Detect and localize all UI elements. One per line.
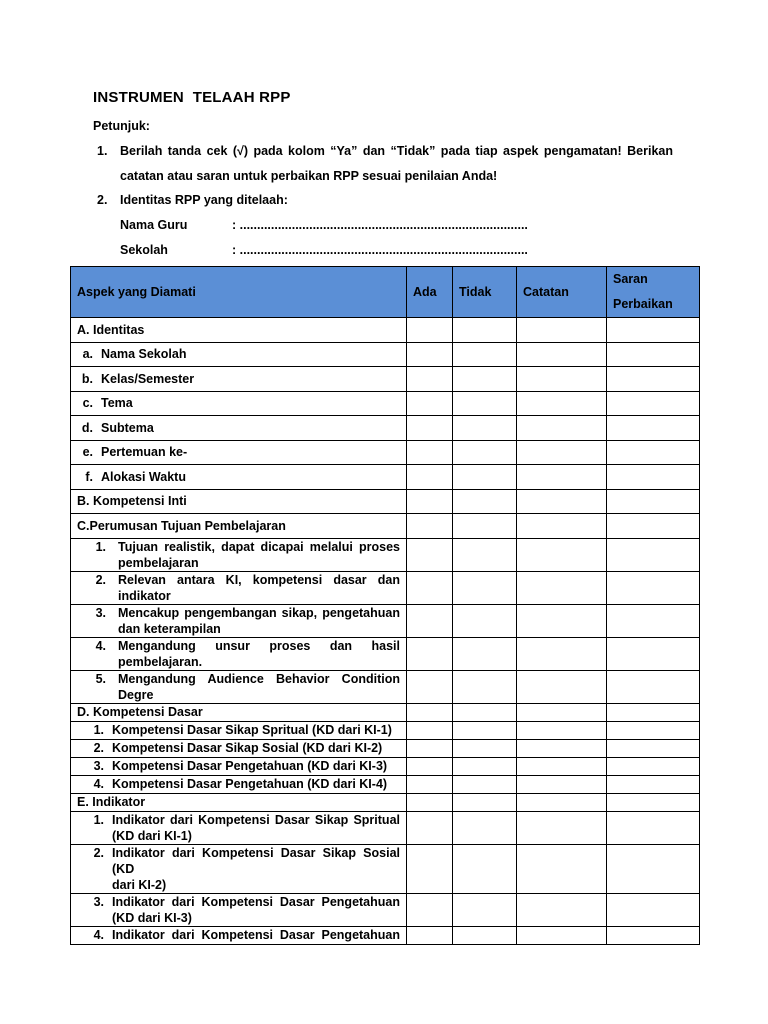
cell-catatan[interactable] — [517, 893, 607, 926]
item-text-line2: Degre — [118, 687, 154, 702]
cell-tidak[interactable] — [453, 721, 517, 739]
item-number: 3. — [93, 759, 104, 773]
cell-catatan[interactable] — [517, 811, 607, 844]
cell-tidak[interactable] — [453, 440, 517, 465]
cell-catatan[interactable] — [517, 739, 607, 757]
cell-catatan[interactable] — [517, 538, 607, 571]
cell-tidak[interactable] — [453, 391, 517, 416]
item-number: f. — [85, 469, 93, 484]
table-row — [71, 514, 700, 539]
cell-ada[interactable] — [407, 571, 453, 604]
cell-tidak[interactable] — [453, 844, 517, 893]
item-number: a. — [82, 347, 93, 362]
cell-tidak[interactable] — [453, 739, 517, 757]
table-row — [71, 318, 700, 343]
item-number: 2. — [95, 572, 106, 587]
cell-saran[interactable] — [607, 670, 700, 703]
cell-saran[interactable] — [607, 367, 700, 392]
item-number: 2. — [93, 741, 104, 755]
petunjuk-label: Petunjuk: — [93, 119, 150, 133]
instruction-2 — [97, 188, 673, 213]
cell-saran[interactable] — [607, 440, 700, 465]
cell-saran[interactable] — [607, 637, 700, 670]
cell-tidak[interactable] — [453, 793, 517, 811]
cell-saran[interactable] — [607, 757, 700, 775]
aspect-cell — [71, 739, 407, 757]
item-text — [112, 812, 406, 844]
item-text — [118, 539, 406, 571]
cell-tidak[interactable] — [453, 670, 517, 703]
table-row — [71, 637, 700, 670]
item-number: 5. — [95, 671, 106, 686]
cell-catatan[interactable] — [517, 391, 607, 416]
cell-tidak[interactable] — [453, 489, 517, 514]
aspect-cell — [71, 391, 407, 416]
item-text-line2: pembelajaran — [118, 555, 199, 570]
cell-ada[interactable] — [407, 670, 453, 703]
table-row — [71, 465, 700, 490]
aspect-cell — [71, 416, 407, 441]
item-text-line2: pembelajaran. — [118, 654, 203, 669]
aspect-cell — [71, 571, 407, 604]
item-text-line1: Mengandung Audience Behavior Condition — [118, 671, 400, 686]
item-text: Tema — [101, 396, 133, 411]
cell-ada[interactable] — [407, 844, 453, 893]
cell-catatan[interactable] — [517, 318, 607, 343]
item-text — [118, 638, 406, 670]
header-aspek: Aspek yang Diamati — [71, 267, 407, 318]
aspect-cell — [71, 604, 407, 637]
item-text: Kompetensi Dasar Pengetahuan (KD dari KI-4) — [112, 777, 388, 791]
item-number: 2. — [93, 845, 104, 860]
header-saran-line1: Saran — [613, 272, 648, 286]
cell-saran[interactable] — [607, 893, 700, 926]
instruction-number: 2. — [97, 193, 108, 207]
table-row — [71, 367, 700, 392]
item-text: Pertemuan ke- — [101, 445, 188, 460]
aspect-cell — [71, 538, 407, 571]
cell-tidak[interactable] — [453, 571, 517, 604]
table-row — [71, 844, 700, 893]
cell-ada[interactable] — [407, 416, 453, 441]
item-text — [118, 605, 406, 637]
item-number: 1. — [95, 539, 106, 554]
field-value: : ................................................................................... — [232, 243, 528, 257]
cell-catatan[interactable] — [517, 465, 607, 490]
table-row — [71, 721, 700, 739]
cell-saran[interactable] — [607, 793, 700, 811]
cell-saran[interactable] — [607, 604, 700, 637]
cell-saran[interactable] — [607, 489, 700, 514]
cell-ada[interactable] — [407, 538, 453, 571]
table-row — [71, 775, 700, 793]
cell-ada[interactable] — [407, 342, 453, 367]
cell-ada[interactable] — [407, 604, 453, 637]
table-row — [71, 926, 700, 944]
cell-ada[interactable] — [407, 793, 453, 811]
item-text: Kompetensi Dasar Pengetahuan (KD dari KI-3) — [112, 759, 388, 773]
item-text — [112, 927, 406, 943]
table-row — [71, 538, 700, 571]
cell-catatan[interactable] — [517, 489, 607, 514]
table-header — [71, 267, 700, 318]
item-number: 1. — [93, 723, 104, 737]
section-title: B. Kompetensi Inti — [71, 489, 407, 514]
cell-catatan[interactable] — [517, 775, 607, 793]
item-text: Alokasi Waktu — [101, 469, 186, 484]
aspect-cell — [71, 844, 407, 893]
cell-saran[interactable] — [607, 571, 700, 604]
item-text-line1: Mengandung unsur proses dan hasil — [118, 638, 400, 653]
item-text-line1: Indikator dari Kompetensi Dasar Pengetahuan — [112, 928, 400, 942]
aspect-cell — [71, 465, 407, 490]
item-text-line1: Indikator dari Kompetensi Dasar Pengetahuan — [112, 894, 400, 909]
item-text: Subtema — [101, 420, 154, 435]
instruction-text: Berilah tanda cek (√) pada kolom “Ya” dan “Tidak” pada tiap aspek pengamatan! Berikan — [120, 144, 673, 158]
item-text-line1: Mencakup pengembangan sikap, pengetahuan — [118, 605, 400, 620]
telaah-table — [70, 266, 700, 945]
cell-ada[interactable] — [407, 637, 453, 670]
header-saran-line2: Perbaikan — [613, 297, 673, 311]
cell-catatan[interactable] — [517, 757, 607, 775]
cell-ada[interactable] — [407, 757, 453, 775]
aspect-cell — [71, 926, 407, 944]
section-title: D. Kompetensi Dasar — [71, 703, 407, 721]
item-text-line2: dari KI-2) — [112, 877, 167, 892]
cell-ada[interactable] — [407, 367, 453, 392]
cell-ada[interactable] — [407, 318, 453, 343]
aspect-cell — [71, 757, 407, 775]
cell-saran[interactable] — [607, 465, 700, 490]
cell-tidak[interactable] — [453, 318, 517, 343]
cell-ada[interactable] — [407, 514, 453, 539]
section-title: A. Identitas — [71, 318, 407, 343]
cell-saran[interactable] — [607, 416, 700, 441]
cell-tidak[interactable] — [453, 757, 517, 775]
aspect-cell — [71, 367, 407, 392]
cell-ada[interactable] — [407, 440, 453, 465]
aspect-cell — [71, 342, 407, 367]
cell-catatan[interactable] — [517, 416, 607, 441]
item-text — [118, 572, 406, 604]
cell-catatan[interactable] — [517, 703, 607, 721]
item-text-line1: Indikator dari Kompetensi Dasar Sikap Spritual — [112, 812, 400, 827]
item-text: Kelas/Semester — [101, 371, 195, 386]
table-row — [71, 893, 700, 926]
cell-saran[interactable] — [607, 703, 700, 721]
cell-ada[interactable] — [407, 775, 453, 793]
item-number: 4. — [95, 638, 106, 653]
table-row — [71, 342, 700, 367]
item-number: 3. — [93, 894, 104, 909]
instruction-number: 1. — [97, 144, 108, 158]
cell-ada[interactable] — [407, 721, 453, 739]
cell-tidak[interactable] — [453, 367, 517, 392]
item-number: c. — [82, 396, 93, 411]
cell-catatan[interactable] — [517, 721, 607, 739]
cell-saran[interactable] — [607, 775, 700, 793]
table-row — [71, 416, 700, 441]
item-text: Nama Sekolah — [101, 347, 187, 362]
table-row — [71, 489, 700, 514]
cell-saran[interactable] — [607, 926, 700, 944]
cell-saran[interactable] — [607, 342, 700, 367]
cell-tidak[interactable] — [453, 926, 517, 944]
table-row — [71, 670, 700, 703]
item-text-line1: Indikator dari Kompetensi Dasar Sikap Sosial (KD — [112, 845, 400, 876]
cell-catatan[interactable] — [517, 844, 607, 893]
header-catatan: Catatan — [517, 267, 607, 318]
cell-catatan[interactable] — [517, 514, 607, 539]
item-number: d. — [81, 420, 93, 435]
item-text-line2: indikator — [118, 588, 171, 603]
table-row — [71, 604, 700, 637]
table-row — [71, 703, 700, 721]
header-tidak: Tidak — [453, 267, 517, 318]
cell-tidak[interactable] — [453, 604, 517, 637]
section-title: C.Perumusan Tujuan Pembelajaran — [71, 514, 407, 539]
cell-tidak[interactable] — [453, 775, 517, 793]
item-number: e. — [82, 445, 93, 460]
aspect-cell — [71, 440, 407, 465]
cell-saran[interactable] — [607, 538, 700, 571]
section-title: E. Indikator — [71, 793, 407, 811]
cell-catatan[interactable] — [517, 670, 607, 703]
cell-tidak[interactable] — [453, 893, 517, 926]
item-number: b. — [81, 371, 93, 386]
instruction-text: Identitas RPP yang ditelaah: — [120, 193, 288, 207]
cell-catatan[interactable] — [517, 367, 607, 392]
field-value: : ................................................................................... — [232, 218, 528, 232]
aspect-cell — [71, 775, 407, 793]
cell-catatan[interactable] — [517, 440, 607, 465]
cell-tidak[interactable] — [453, 703, 517, 721]
item-number: 4. — [93, 777, 104, 791]
cell-catatan[interactable] — [517, 793, 607, 811]
item-text-line1: Relevan antara KI, kompetensi dasar dan — [118, 572, 400, 587]
aspect-cell — [71, 670, 407, 703]
cell-saran[interactable] — [607, 514, 700, 539]
item-text: Kompetensi Dasar Sikap Sosial (KD dari KI-2) — [112, 741, 383, 755]
cell-catatan[interactable] — [517, 342, 607, 367]
table-row — [71, 571, 700, 604]
item-text — [118, 671, 406, 703]
item-text: Kompetensi Dasar Sikap Spritual (KD dari KI-1) — [112, 723, 392, 737]
cell-tidak[interactable] — [453, 637, 517, 670]
cell-ada[interactable] — [407, 465, 453, 490]
cell-catatan[interactable] — [517, 926, 607, 944]
aspect-cell — [71, 721, 407, 739]
cell-tidak[interactable] — [453, 811, 517, 844]
table-row — [71, 757, 700, 775]
item-text-line1: Tujuan realistik, dapat dicapai melalui proses — [118, 539, 400, 554]
cell-tidak[interactable] — [453, 342, 517, 367]
cell-ada[interactable] — [407, 926, 453, 944]
instruction-1 — [97, 139, 673, 189]
item-text-line2: (KD dari KI-1) — [112, 828, 192, 843]
cell-tidak[interactable] — [453, 514, 517, 539]
cell-ada[interactable] — [407, 893, 453, 926]
cell-saran[interactable] — [607, 391, 700, 416]
document-title: INSTRUMEN TELAAH RPP — [93, 89, 291, 106]
cell-tidak[interactable] — [453, 538, 517, 571]
aspect-cell — [71, 811, 407, 844]
table-row — [71, 793, 700, 811]
field-label: Sekolah — [120, 243, 168, 257]
field-label: Nama Guru — [120, 218, 188, 232]
cell-saran[interactable] — [607, 739, 700, 757]
aspect-cell — [71, 893, 407, 926]
cell-tidak[interactable] — [453, 416, 517, 441]
table-row — [71, 811, 700, 844]
item-number: 4. — [93, 928, 104, 942]
cell-ada[interactable] — [407, 811, 453, 844]
item-text-line2: (KD dari KI-3) — [112, 910, 192, 925]
cell-saran[interactable] — [607, 318, 700, 343]
cell-catatan[interactable] — [517, 604, 607, 637]
cell-ada[interactable] — [407, 703, 453, 721]
field-sekolah — [120, 243, 528, 257]
table-row — [71, 391, 700, 416]
item-number: 3. — [95, 605, 106, 620]
item-number: 1. — [93, 812, 104, 827]
cell-ada[interactable] — [407, 489, 453, 514]
instruction-text: catatan atau saran untuk perbaikan RPP sesuai penilaian Anda! — [120, 169, 498, 183]
item-text — [112, 894, 406, 926]
table-row — [71, 739, 700, 757]
cell-ada[interactable] — [407, 391, 453, 416]
cell-catatan[interactable] — [517, 571, 607, 604]
cell-saran[interactable] — [607, 844, 700, 893]
cell-catatan[interactable] — [517, 637, 607, 670]
table-row — [71, 440, 700, 465]
header-ada: Ada — [407, 267, 453, 318]
aspect-cell — [71, 637, 407, 670]
item-text — [112, 845, 406, 893]
cell-tidak[interactable] — [453, 465, 517, 490]
cell-saran[interactable] — [607, 811, 700, 844]
cell-saran[interactable] — [607, 721, 700, 739]
cell-ada[interactable] — [407, 739, 453, 757]
field-nama-guru — [120, 218, 528, 232]
header-saran — [607, 267, 700, 318]
item-text-line2: dan keterampilan — [118, 621, 221, 636]
